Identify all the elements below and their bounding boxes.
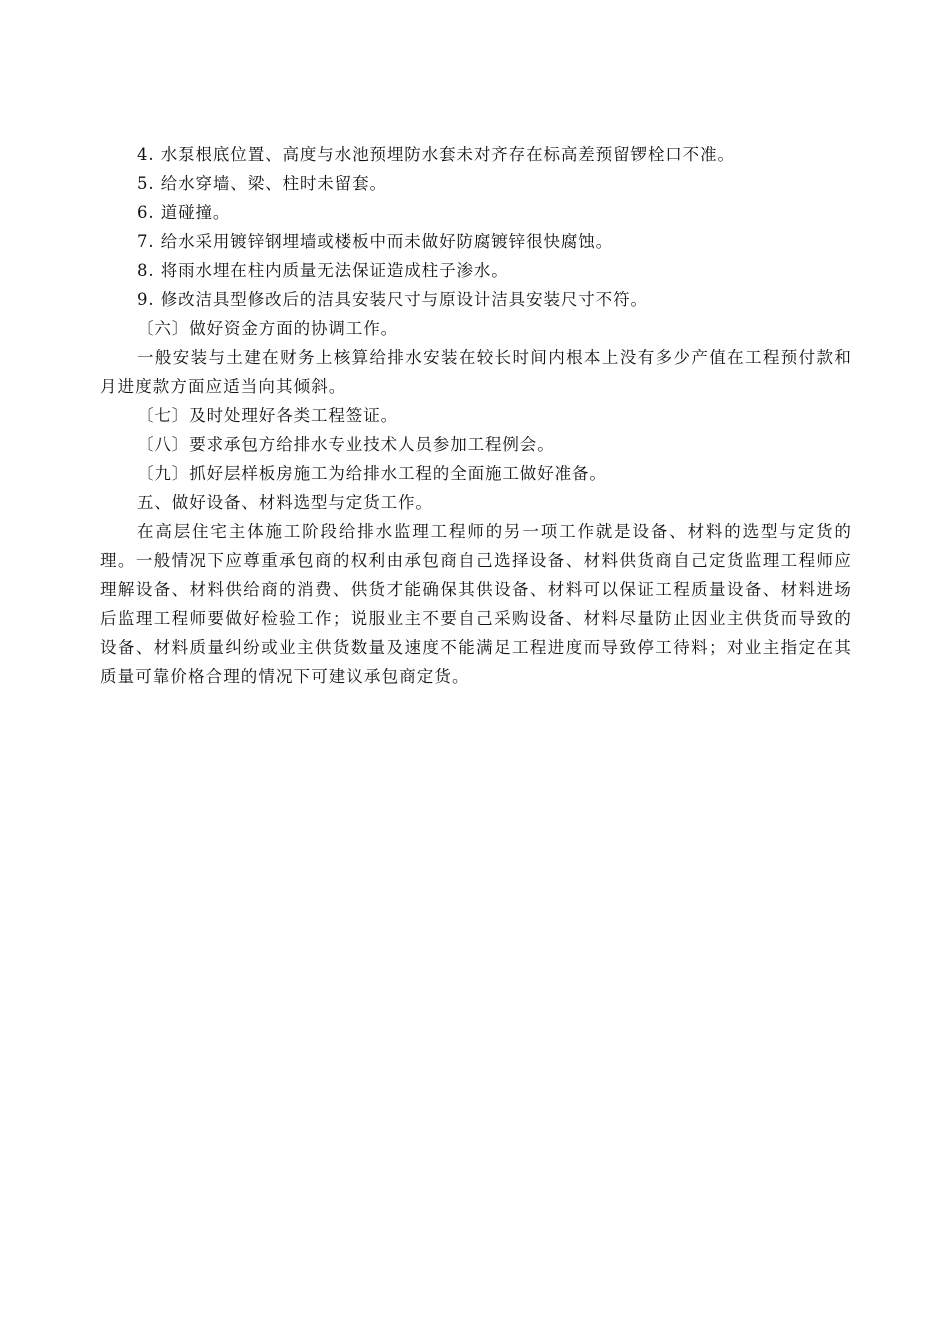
- list-item-4: 4. 水泵根底位置、高度与水池预埋防水套未对齐存在标高差预留锣栓口不准。: [137, 145, 735, 164]
- list-item-8: 8. 将雨水埋在柱内质量无法保证造成柱子渗水。: [137, 261, 509, 280]
- section-heading-8: 〔八〕要求承包方给排水专业技术人员参加工程例会。: [137, 435, 555, 454]
- chapter-heading-5: 五、做好设备、材料选型与定货工作。: [137, 493, 433, 512]
- paragraph-selection: 在高层住宅主体施工阶段给排水监理工程师的另一项工作就是设备、材料的选型与定货的理。一般情况下应尊重承包商的权利由承包商自己选择设备、材料供货商自己定货监理工程师应理解设备、材料供给商的消费、供货才能确保其供设备、材料可以保证工程质量设备、材料进场后监理工程师要做好检验工作；说服业主不要自己采购设备、材料尽量防止因业主供货而导致的设备、材料质量纠纷或业主供货数量及速度不能满足工程进度而导致停工待料；对业主指定在其质量可靠价格合理的情况下可建议承包商定货。: [100, 522, 852, 686]
- paragraph-funding: 一般安装与土建在财务上核算给排水安装在较长时间内根本上没有多少产值在工程预付款和月进度款方面应适当向其倾斜。: [100, 348, 852, 396]
- list-item-9: 9. 修改洁具型修改后的洁具安装尺寸与原设计洁具安装尺寸不符。: [137, 290, 648, 309]
- list-item-5: 5. 给水穿墙、梁、柱时未留套。: [137, 174, 387, 193]
- section-heading-9: 〔九〕抓好层样板房施工为给排水工程的全面施工做好准备。: [137, 464, 607, 483]
- section-heading-6: 〔六〕做好资金方面的协调工作。: [137, 319, 398, 338]
- document-body: [100, 140, 852, 691]
- list-item-7: 7. 给水采用镀锌钢埋墙或楼板中而未做好防腐镀锌很快腐蚀。: [137, 232, 614, 251]
- list-item-6: 6. 道碰撞。: [137, 203, 231, 222]
- section-heading-7: 〔七〕及时处理好各类工程签证。: [137, 406, 398, 425]
